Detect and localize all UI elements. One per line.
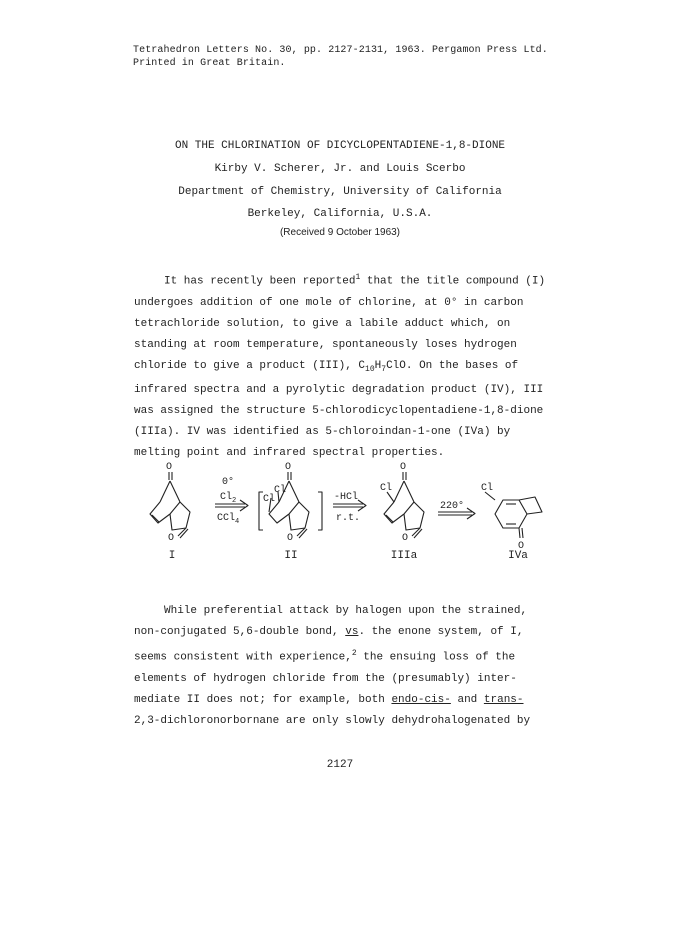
compound-label-I: I (168, 550, 176, 562)
journal-header (133, 44, 548, 70)
text-line: undergoes addition of one mole of chlorine, at 0° in carbon (134, 296, 524, 309)
text-line: tetrachloride solution, to give a labile adduct which, on (134, 317, 511, 330)
compound-IVa-structure (485, 492, 542, 538)
journal-citation: Tetrahedron Letters No. 30, pp. 2127-2131, 1963. Pergamon Press Ltd. (133, 45, 548, 56)
text-line: elements of hydrogen chloride from the (presumably) inter- (134, 672, 517, 685)
text-fragment: the ensuing loss of the (356, 651, 516, 664)
underlined-term: endo-cis- (391, 693, 451, 706)
compound-II-structure (269, 472, 309, 538)
oxygen-label: O (285, 462, 292, 473)
text-line: was assigned the structure 5-chlorodicyclopentadiene-1,8-dione (134, 404, 544, 417)
text-line: 2,3-dichloronorbornane are only slowly dehydrohalogenated by (134, 714, 531, 727)
subscript: 10 (365, 364, 375, 374)
page-number: 2127 (326, 759, 354, 771)
author-affiliation: Department of Chemistry, University of California (178, 186, 502, 198)
underlined-term: trans- (483, 693, 524, 706)
text-fragment: and (450, 693, 484, 706)
affiliation-location: Berkeley, California, U.S.A. (247, 208, 433, 220)
chlorine-label: Cl (380, 483, 393, 494)
text-fragment: H (374, 359, 382, 372)
oxygen-label: O (518, 541, 525, 552)
oxygen-label: O (287, 533, 294, 544)
text-fragment: It has recently been reported (164, 275, 356, 288)
underlined-term: vs (345, 626, 359, 638)
text-line (134, 267, 554, 293)
text-line (134, 690, 554, 711)
bracket-right (318, 492, 322, 530)
compound-label-IIIa: IIIa (390, 550, 418, 562)
text-line (134, 601, 554, 622)
oxygen-label: O (166, 462, 173, 473)
text-fragment: that the title compound (I) (360, 275, 546, 288)
printed-in: Printed in Great Britain. (133, 58, 286, 69)
oxygen-label: O (402, 533, 409, 544)
compound-IIIa-structure (384, 472, 424, 538)
chlorine-label: Cl (274, 485, 287, 496)
paragraph-1 (134, 267, 554, 464)
condition-room-temp: r.t. (336, 513, 361, 524)
oxygen-label: O (400, 462, 407, 473)
subscript: 7 (381, 364, 387, 374)
text-fragment: . the enone system, of I, (358, 626, 524, 638)
text-line: (IIIa). IV was identified as 5-chloroindan-1-one (IVa) by (134, 425, 511, 438)
condition-temp: 0° (222, 477, 235, 488)
article-authors: Kirby V. Scherer, Jr. and Louis Scerbo (214, 163, 466, 175)
chlorine-label: Cl (481, 483, 494, 494)
compound-label-II: II (284, 550, 298, 562)
text-fragment: ClO. On the bases of (386, 359, 519, 372)
article-title: ON THE CHLORINATION OF DICYCLOPENTADIENE-1,8-DIONE (174, 140, 506, 152)
text-fragment: non-conjugated 5,6-double bond, (134, 626, 346, 638)
reaction-scheme (0, 450, 680, 565)
text-line (134, 622, 554, 643)
text-line (134, 643, 554, 669)
chlorine-label: Cl (263, 494, 276, 505)
received-date: (Received 9 October 1963) (279, 227, 401, 238)
text-fragment: seems consistent with experience, (134, 651, 352, 664)
text-line: standing at room temperature, spontaneously loses hydrogen (134, 338, 517, 351)
paragraph-2 (134, 601, 554, 732)
footnote-ref: 2 (351, 649, 357, 658)
condition-solvent: CCl$_4$ (217, 513, 240, 526)
compound-I-structure (150, 472, 190, 538)
text-fragment: chloride to give a product (III), C (134, 359, 366, 372)
text-line (134, 356, 554, 380)
text-line: melting point and infrared spectral properties. (134, 446, 445, 459)
compound-label-IVa: IVa (508, 550, 528, 562)
oxygen-label: O (168, 533, 175, 544)
condition-elimination: -HCl (334, 492, 359, 503)
text-fragment: mediate II does not; for example, both (134, 693, 392, 706)
condition-reagent: $Cl_2$ (220, 492, 237, 505)
text-line: infrared spectra and a pyrolytic degradation product (IV), III (134, 383, 544, 396)
condition-pyrolysis: 220° (440, 501, 465, 512)
text-fragment: While preferential attack by halogen upon the strained, (164, 605, 528, 617)
footnote-ref: 1 (355, 273, 361, 282)
